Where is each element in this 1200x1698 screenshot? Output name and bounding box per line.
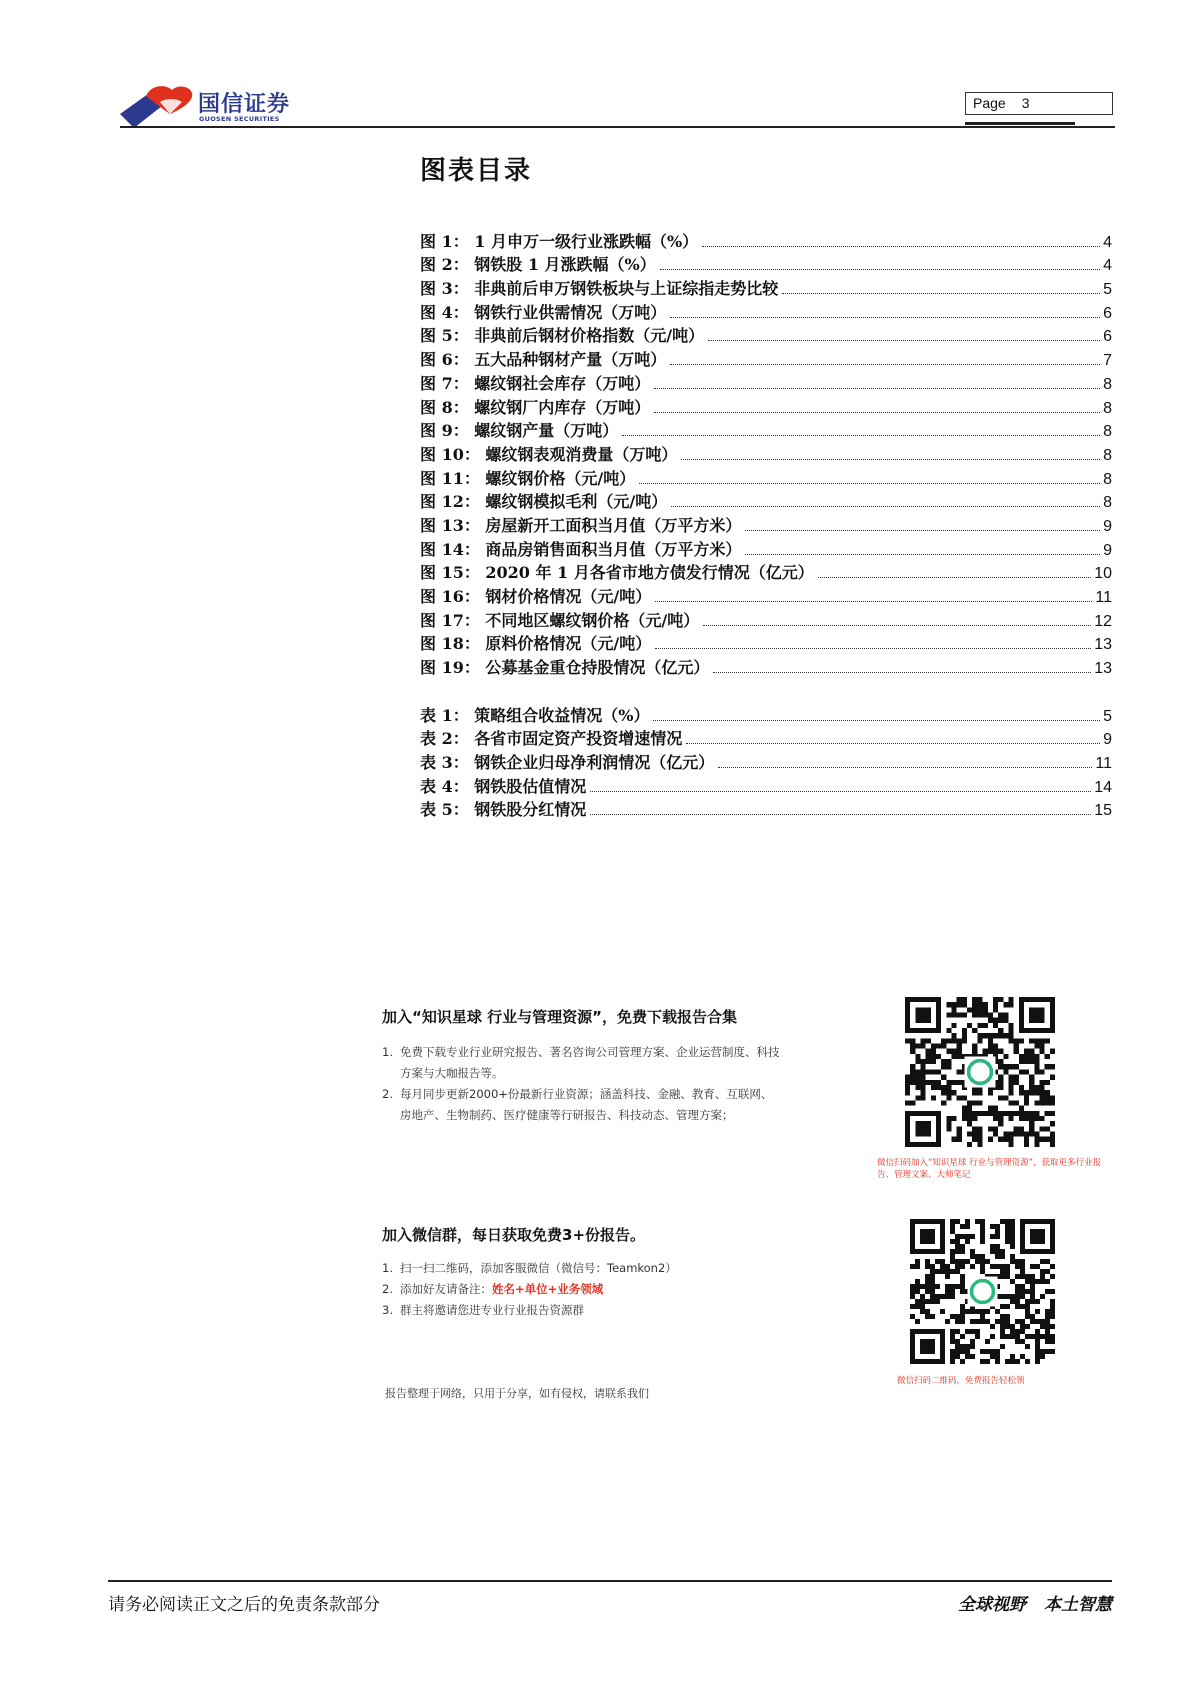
toc-title: 图表目录: [420, 156, 533, 186]
list-item-text: 扫一扫二维码，添加客服微信（微信号：Teamkon2）: [400, 1261, 677, 1275]
toc-entry-figure-10[interactable]: [420, 441, 1112, 465]
toc-entry-label: 图 11： 螺纹钢价格（元/吨）: [420, 468, 636, 488]
table-list: [420, 702, 1112, 820]
toc-leader-dots: [745, 554, 1100, 555]
list-item-number: 1.: [382, 1261, 393, 1275]
toc-leader-dots: [702, 246, 1100, 247]
toc-leader-dots: [745, 530, 1100, 531]
toc-entry-figure-19[interactable]: [420, 654, 1112, 678]
toc-entry-page: 4: [1103, 257, 1112, 275]
toc-leader-dots: [590, 814, 1091, 815]
toc-leader-dots: [590, 791, 1091, 792]
toc-entry-page: 8: [1103, 423, 1112, 441]
toc-entry-page: 14: [1094, 778, 1112, 796]
toc-entry-label: 表 1： 策略组合收益情况（%）: [420, 705, 650, 725]
footer-rule: [108, 1580, 1112, 1582]
footer-disclaimer: 请务必阅读正文之后的免责条款部分: [108, 1595, 380, 1615]
toc-entry-table-2[interactable]: [420, 726, 1112, 750]
promo-wechat-group-title: 加入微信群，每日获取免费3+份报告。: [382, 1226, 646, 1244]
toc-entry-figure-2[interactable]: [420, 252, 1112, 276]
toc-entry-figure-16[interactable]: [420, 583, 1112, 607]
toc-entry-page: 8: [1103, 399, 1112, 417]
toc-entry-page: 9: [1103, 517, 1112, 535]
logo-english-name: GUOSEN SECURITIES: [199, 115, 280, 123]
toc-entry-figure-6[interactable]: [420, 346, 1112, 370]
toc-entry-figure-3[interactable]: [420, 275, 1112, 299]
toc-entry-page: 13: [1094, 636, 1112, 654]
page-number: 3: [1021, 95, 1030, 111]
list-item-number: 3.: [382, 1303, 393, 1317]
toc-leader-dots: [713, 672, 1091, 673]
qr-caption-wechat-group: 微信扫码二维码，免费报告轻松领: [897, 1376, 1025, 1386]
list-item-text: 每月同步更新2000+份最新行业资源；涵盖科技、金融、教育、互联网、房地产、生物制药、医疗健康等行研报告、科技动态、管理方案；: [400, 1087, 773, 1122]
toc-entry-label: 表 5： 钢铁股分红情况: [420, 800, 587, 820]
toc-entry-figure-8[interactable]: [420, 394, 1112, 418]
header-rule: [120, 126, 1115, 128]
toc-entry-table-5[interactable]: [420, 797, 1112, 821]
toc-entry-figure-15[interactable]: [420, 560, 1112, 584]
footer-slogan-part: 全球视野: [958, 1595, 1026, 1615]
toc-entry-label: 图 18： 原料价格情况（元/吨）: [420, 634, 652, 654]
toc-entry-label: 图 5： 非典前后钢材价格指数（元/吨）: [420, 326, 705, 346]
toc-leader-dots: [782, 293, 1100, 294]
toc-leader-dots: [681, 459, 1100, 460]
toc-entry-figure-4[interactable]: [420, 299, 1112, 323]
toc-entry-label: 图 1： 1 月申万一级行业涨跌幅（%）: [420, 231, 699, 251]
toc-leader-dots: [670, 317, 1100, 318]
toc-entry-label: 表 3： 钢铁企业归母净利润情况（亿元）: [420, 753, 715, 773]
promo-knowledge-planet-title: 加入“知识星球 行业与管理资源”，免费下载报告合集: [382, 1008, 737, 1026]
toc-entry-page: 8: [1103, 494, 1112, 512]
toc-entry-page: 6: [1103, 328, 1112, 346]
toc-leader-dots: [818, 577, 1091, 578]
list-item-text: 群主将邀请您进专业行业报告资源群: [400, 1303, 584, 1317]
guosen-logo-mark-icon: [120, 84, 198, 128]
figure-list: [420, 228, 1112, 678]
toc-entry-figure-14[interactable]: [420, 536, 1112, 560]
toc-entry-page: 11: [1095, 589, 1112, 606]
toc-entry-figure-7[interactable]: [420, 370, 1112, 394]
toc-entry-page: 6: [1103, 304, 1112, 322]
toc-leader-dots: [671, 506, 1100, 507]
toc-entry-label: 表 4： 钢铁股估值情况: [420, 776, 587, 796]
toc-entry-figure-1[interactable]: [420, 228, 1112, 252]
toc-leader-dots: [718, 767, 1092, 768]
toc-leader-dots: [622, 435, 1100, 436]
footer-slogan-part: 本土智慧: [1044, 1595, 1112, 1615]
logo-chinese-name: 国信证券: [198, 92, 291, 117]
toc-entry-page: 13: [1094, 660, 1112, 678]
list-item-number: 2.: [382, 1282, 393, 1296]
wechat-group-qr-code-icon[interactable]: [910, 1219, 1055, 1364]
toc-entry-page: 4: [1103, 233, 1112, 251]
promo-wechat-group-list: [382, 1258, 782, 1321]
toc-leader-dots: [686, 743, 1100, 744]
toc-entry-page: 8: [1103, 470, 1112, 488]
list-item: [382, 1279, 782, 1300]
list-item: [382, 1258, 782, 1279]
toc-entry-label: 图 6： 五大品种钢材产量（万吨）: [420, 350, 667, 370]
toc-entry-label: 表 2： 各省市固定资产投资增速情况: [420, 729, 683, 749]
toc-leader-dots: [655, 648, 1091, 649]
toc-entry-label: 图 15： 2020 年 1 月各省市地方债发行情况（亿元）: [420, 563, 814, 583]
list-item-text: 免费下载专业行业研究报告、著名咨询公司管理方案、企业运营制度、科技方案与大咖报告等。: [400, 1045, 780, 1080]
toc-leader-dots: [670, 364, 1100, 365]
guosen-logo: [120, 84, 310, 128]
footer-slogan: [958, 1590, 1112, 1615]
toc-entry-figure-9[interactable]: [420, 418, 1112, 442]
toc-entry-page: 11: [1095, 755, 1112, 773]
toc-entry-label: 图 19： 公募基金重仓持股情况（亿元）: [420, 658, 710, 678]
toc-entry-label: 图 12： 螺纹钢模拟毛利（元/吨）: [420, 492, 668, 512]
page-indicator: [965, 92, 1113, 115]
toc-entry-figure-13[interactable]: [420, 512, 1112, 536]
toc-leader-dots: [655, 601, 1092, 602]
toc-entry-table-3[interactable]: [420, 749, 1112, 773]
toc-entry-page: 10: [1094, 565, 1112, 583]
promo-knowledge-planet-list: [382, 1042, 782, 1126]
toc-entry-page: 5: [1103, 281, 1112, 299]
toc-entry-page: 15: [1094, 802, 1112, 820]
toc-entry-label: 图 8： 螺纹钢厂内库存（万吨）: [420, 397, 651, 417]
toc-entry-page: 9: [1103, 731, 1112, 749]
toc-entry-figure-18[interactable]: [420, 631, 1112, 655]
source-note: 报告整理于网络，只用于分享，如有侵权，请联系我们: [385, 1387, 649, 1400]
toc-entry-figure-11[interactable]: [420, 465, 1112, 489]
toc-entry-label: 图 3： 非典前后申万钢铁板块与上证综指走势比较: [420, 279, 779, 299]
toc-entry-page: 8: [1103, 446, 1112, 464]
toc-entry-label: 图 13： 房屋新开工面积当月值（万平方米）: [420, 515, 742, 535]
toc-leader-dots: [660, 269, 1100, 270]
toc-leader-dots: [703, 625, 1091, 626]
list-item-number: 1.: [382, 1045, 393, 1059]
knowledge-planet-qr-code-icon[interactable]: [905, 997, 1055, 1147]
list-item: [382, 1042, 782, 1084]
toc-entry-page: 5: [1103, 707, 1112, 725]
toc-entry-page: 8: [1103, 375, 1112, 393]
toc-entry-figure-17[interactable]: [420, 607, 1112, 631]
list-item: [382, 1300, 782, 1321]
list-item-text: 添加好友请备注：: [400, 1282, 492, 1296]
toc-entry-label: 图 16： 钢材价格情况（元/吨）: [420, 587, 652, 606]
toc-entry-table-4[interactable]: [420, 773, 1112, 797]
header-accent-rule: [965, 122, 1075, 125]
page-label: Page: [973, 95, 1006, 111]
toc-entry-label: 图 2： 钢铁股 1 月涨跌幅（%）: [420, 255, 656, 275]
list-item-number: 2.: [382, 1087, 393, 1101]
toc-entry-figure-12[interactable]: [420, 489, 1112, 513]
list-item: [382, 1084, 782, 1126]
toc-leader-dots: [653, 720, 1100, 721]
toc-entry-label: 图 7： 螺纹钢社会库存（万吨）: [420, 373, 651, 393]
toc-entry-page: 9: [1103, 541, 1112, 559]
qr-caption-knowledge-planet: 微信扫码加入“知识星球 行业与管理资源”，获取更多行业报告、管理文案、大师笔记: [877, 1158, 1102, 1180]
toc-entry-label: 图 9： 螺纹钢产量（万吨）: [420, 421, 619, 441]
toc-entry-label: 图 17： 不同地区螺纹钢价格（元/吨）: [420, 610, 700, 630]
toc-entry-figure-5[interactable]: [420, 323, 1112, 347]
toc-leader-dots: [708, 340, 1100, 341]
remark-format-highlight: 姓名+单位+业务领域: [492, 1282, 604, 1296]
toc-entry-label: 图 4： 钢铁行业供需情况（万吨）: [420, 302, 667, 322]
toc-entry-page: 12: [1094, 612, 1112, 630]
toc-entry-label: 图 14： 商品房销售面积当月值（万平方米）: [420, 539, 742, 559]
toc-entry-label: 图 10： 螺纹钢表观消费量（万吨）: [420, 444, 678, 464]
toc-leader-dots: [639, 483, 1100, 484]
toc-entry-page: 7: [1103, 352, 1112, 370]
toc-leader-dots: [654, 412, 1100, 413]
toc-leader-dots: [654, 388, 1100, 389]
toc-entry-table-1[interactable]: [420, 702, 1112, 726]
